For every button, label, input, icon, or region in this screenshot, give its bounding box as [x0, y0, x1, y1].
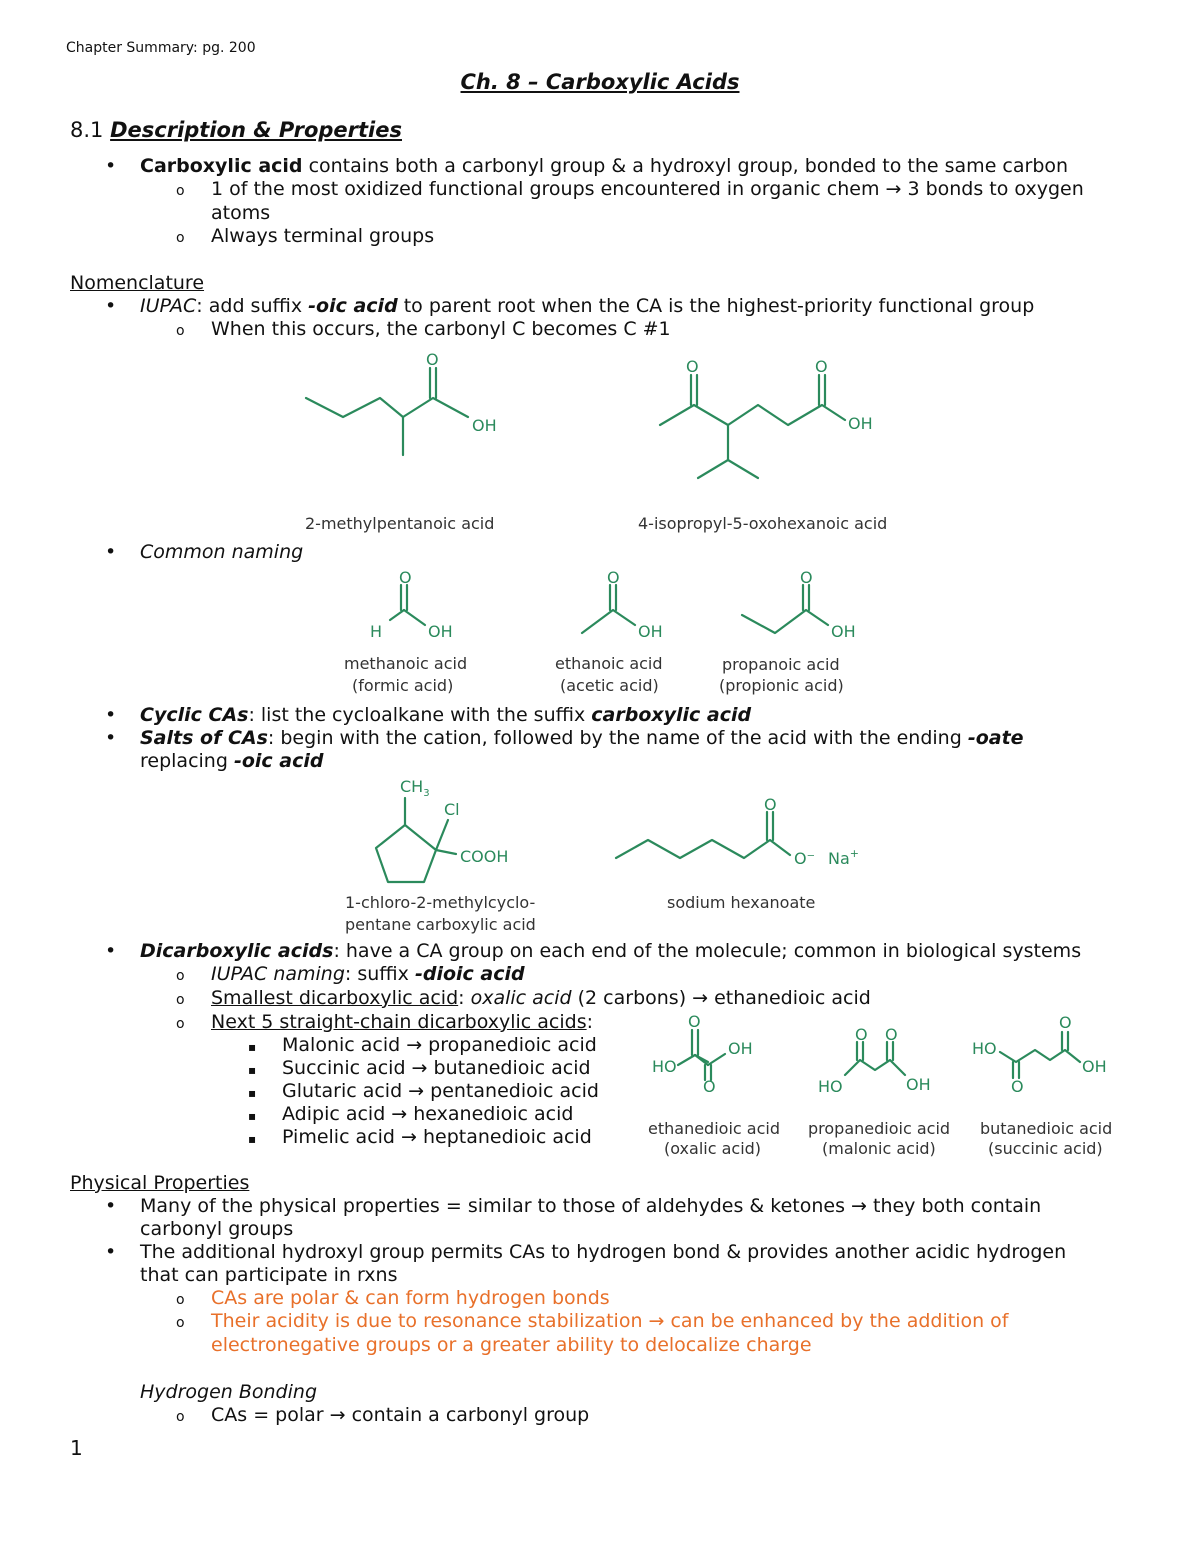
bullet: • [105, 1241, 117, 1263]
text: : list the cycloalkane with the suffix [248, 704, 592, 726]
hydroxyl-label: HO [972, 1039, 997, 1058]
chapter-summary-note: Chapter Summary: pg. 200 [66, 40, 256, 56]
text: : suffix [344, 963, 415, 985]
nomenclature-heading: Nomenclature [70, 272, 205, 294]
methyl-label: $CH_3$ [400, 777, 430, 799]
next5-heading [211, 1011, 593, 1034]
polar-note: CAs are polar & can form hydrogen bonds [211, 1287, 610, 1309]
hydrogen-atom: H [370, 622, 383, 641]
intro-text [140, 155, 1068, 178]
label: Dicarboxylic acids [140, 940, 334, 962]
square-bullet: ▪ [248, 1086, 257, 1100]
sub-bullet: o [176, 1016, 185, 1032]
salts-rule [140, 727, 1024, 750]
label: Smallest dicarboxylic acid [211, 987, 459, 1009]
square-bullet: ▪ [248, 1063, 257, 1077]
sodium-label: Na+ [828, 847, 859, 868]
isopropyl-bond [698, 425, 728, 478]
common-naming-label: Common naming [140, 541, 304, 563]
common-structures-figure [330, 565, 890, 700]
hydroxyl-label: OH [1082, 1057, 1107, 1076]
text: : [458, 987, 471, 1009]
carboxyl-label: COOH [460, 847, 509, 866]
chlorine-atom: Cl [444, 800, 460, 819]
physical-point-2-cont: that can participate in rxns [140, 1264, 398, 1286]
intro-sub2: Always terminal groups [211, 225, 435, 247]
oxygen-atom: O [764, 795, 777, 814]
text: replacing [140, 750, 234, 772]
hydroxyl-label: OH [728, 1039, 753, 1058]
caption: (succinic acid) [988, 1139, 1103, 1158]
oxygen-atom: O [426, 350, 439, 369]
caption: pentane carboxylic acid [345, 915, 536, 934]
bond [678, 1055, 708, 1065]
physical-point-1: Many of the physical properties = similar to those of aldehydes & ketones → they both contain [140, 1195, 1042, 1217]
section-title: Description & Properties [110, 118, 402, 142]
term: Carboxylic acid [140, 155, 303, 177]
oxide-label: O⁻ [794, 849, 816, 868]
bond [742, 610, 828, 633]
physical-properties-heading: Physical Properties [70, 1172, 250, 1194]
chain-bond [306, 398, 468, 417]
hydroxyl-label: OH [906, 1075, 931, 1094]
square-bullet: ▪ [248, 1109, 257, 1123]
colon: : [586, 1011, 594, 1033]
caption: (propionic acid) [719, 676, 844, 695]
name: oxalic acid [470, 987, 572, 1009]
bond [390, 610, 404, 620]
oxygen-atom: O [815, 357, 828, 376]
chain-bond [660, 405, 845, 425]
sub-bullet: o [176, 992, 185, 1008]
hydrogen-bonding-point: CAs = polar → contain a carbonyl group [211, 1404, 590, 1426]
text: contains both a carbonyl group & a hydroxyl group, bonded to the same carbon [302, 155, 1069, 177]
bond [1000, 1050, 1080, 1062]
oxygen-atom: O [399, 568, 412, 587]
iupac-rule [140, 295, 1034, 318]
physical-point-2: The additional hydroxyl group permits CAs to hydrogen bond & provides another acidic hydrogen [140, 1241, 1067, 1263]
cyclic-rule [140, 704, 751, 727]
caption: (oxalic acid) [664, 1139, 762, 1158]
hydroxyl-label: OH [831, 622, 856, 641]
caption: 1-chloro-2-methylcyclo- [345, 893, 536, 912]
caption: (acetic acid) [560, 676, 659, 695]
bullet: • [105, 1195, 117, 1217]
dicarboxylic-rule [140, 940, 1081, 963]
chain-bond [616, 840, 790, 858]
intro-sub1: 1 of the most oxidized functional groups encountered in organic chem → 3 bonds to oxygen [211, 178, 1084, 200]
caption: 4-isopropyl-5-oxohexanoic acid [638, 514, 888, 533]
sub-bullet: o [176, 968, 185, 984]
page-number: 1 [70, 1436, 83, 1460]
bond [708, 1054, 725, 1065]
hydroxyl-label: OH [428, 622, 453, 641]
hydroxyl-label: OH [848, 414, 873, 433]
hydrogen-bonding-heading: Hydrogen Bonding [140, 1381, 318, 1403]
isopropyl-bond [728, 460, 758, 478]
section-heading [70, 119, 402, 142]
suffix: -oate [967, 727, 1024, 749]
text: to parent root when the CA is the highest-priority functional group [397, 295, 1035, 317]
list-item: Pimelic acid → heptanedioic acid [282, 1126, 592, 1148]
dicarb-iupac [211, 963, 525, 986]
suffix: carboxylic acid [591, 704, 752, 726]
dicarboxylic-structures-figure [640, 1010, 1120, 1160]
hydroxyl-label: HO [652, 1057, 677, 1076]
sub-bullet: o [176, 323, 185, 339]
carboxyl-bond [436, 850, 456, 854]
label: Cyclic CAs [140, 704, 249, 726]
caption: methanoic acid [344, 654, 468, 673]
sub-bullet: o [176, 230, 185, 246]
intro-sub1-cont: atoms [211, 202, 271, 224]
text: (2 carbons) → ethanedioic acid [571, 987, 871, 1009]
smallest-dicarb [211, 987, 871, 1010]
oxygen-atom: O [855, 1025, 868, 1044]
suffix: -oic acid [308, 295, 398, 317]
bullet: • [105, 155, 117, 177]
sub-bullet: o [176, 1315, 185, 1331]
hydroxyl-label: OH [638, 622, 663, 641]
caption: propanedioic acid [808, 1119, 951, 1138]
oxygen-atom: O [703, 1077, 716, 1096]
caption: ethanedioic acid [648, 1119, 780, 1138]
bullet: • [105, 940, 117, 962]
caption: (formic acid) [352, 676, 454, 695]
oxygen-atom: O [688, 1012, 701, 1031]
oxygen-atom: O [1011, 1077, 1024, 1096]
iupac-structures-figure [280, 345, 940, 540]
bond [404, 610, 425, 625]
chloro-bond [436, 820, 448, 850]
sub-bullet: o [176, 1409, 185, 1425]
physical-point-1-cont: carbonyl groups [140, 1218, 294, 1240]
caption: 2-methylpentanoic acid [305, 514, 495, 533]
iupac-sub: When this occurs, the carbonyl C becomes C #1 [211, 318, 671, 340]
caption: (malonic acid) [822, 1139, 936, 1158]
bond [845, 1060, 905, 1075]
sub-bullet: o [176, 1292, 185, 1308]
hydroxyl-label: OH [472, 416, 497, 435]
oxygen-atom: O [1059, 1013, 1072, 1032]
caption: ethanoic acid [555, 654, 663, 673]
bullet: • [105, 727, 117, 749]
label: Next 5 straight-chain dicarboxylic acids [211, 1011, 587, 1033]
acidity-note-cont: electronegative groups or a greater ability to delocalize charge [211, 1334, 812, 1356]
list-item: Adipic acid → hexanedioic acid [282, 1103, 574, 1125]
bullet: • [105, 541, 117, 563]
label: IUPAC naming [211, 963, 345, 985]
caption: butanedioic acid [980, 1119, 1113, 1138]
bullet: • [105, 704, 117, 726]
cyclic-salt-structures-figure [330, 770, 890, 940]
list-item: Malonic acid → propanedioic acid [282, 1034, 597, 1056]
square-bullet: ▪ [248, 1132, 257, 1146]
suffix: -dioic acid [414, 963, 525, 985]
list-item: Glutaric acid → pentanedioic acid [282, 1080, 599, 1102]
list-item: Succinic acid → butanedioic acid [282, 1057, 591, 1079]
label: Salts of CAs [140, 727, 268, 749]
suffix: -oic acid [233, 750, 324, 772]
caption: sodium hexanoate [667, 893, 816, 912]
text: : have a CA group on each end of the molecule; common in biological systems [333, 940, 1082, 962]
text: : add suffix [196, 295, 309, 317]
bond [582, 610, 635, 633]
oxygen-atom: O [607, 568, 620, 587]
page-title: Ch. 8 – Carboxylic Acids [460, 70, 740, 94]
section-number: 8.1 [70, 118, 104, 142]
sub-bullet: o [176, 183, 185, 199]
text: : begin with the cation, followed by the name of the acid with the ending [267, 727, 968, 749]
salts-rule-cont [140, 750, 323, 773]
cyclopentane-ring [376, 825, 436, 882]
acidity-note: Their acidity is due to resonance stabilization → can be enhanced by the addition of [211, 1310, 1009, 1332]
hydroxyl-label: HO [818, 1077, 843, 1096]
label: IUPAC [140, 295, 197, 317]
oxygen-atom: O [885, 1025, 898, 1044]
oxygen-atom: O [800, 568, 813, 587]
caption: propanoic acid [722, 655, 840, 674]
bullet: • [105, 295, 117, 317]
square-bullet: ▪ [248, 1040, 257, 1054]
oxygen-atom: O [686, 357, 699, 376]
